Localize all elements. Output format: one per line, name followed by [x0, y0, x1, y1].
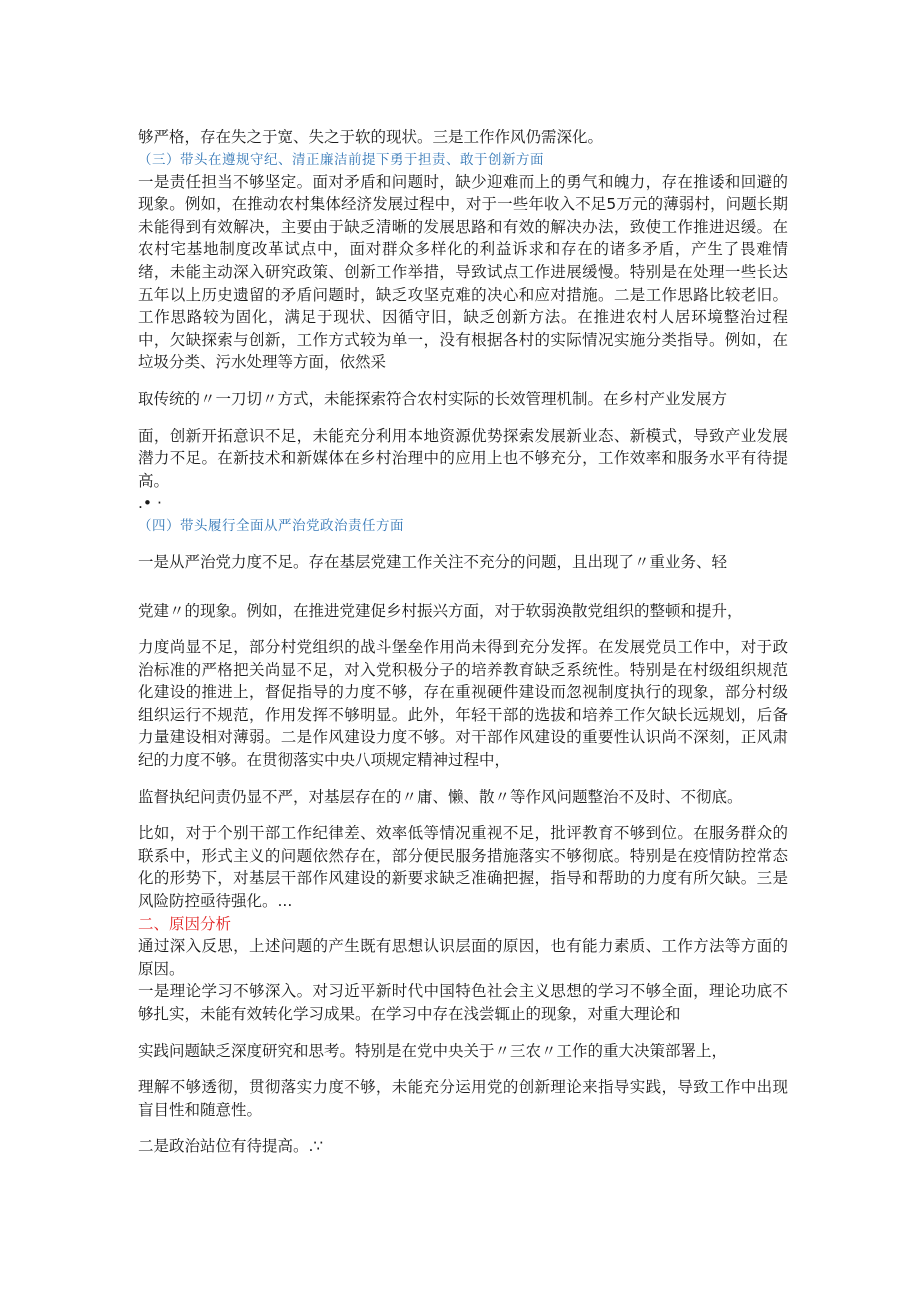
document-body [138, 126, 788, 1158]
text-line: .• · [138, 494, 162, 513]
text-line: 实践问题缺乏深度研究和思考。特别是在党中央关于〃三农〃工作的重大决策部署上， [138, 1041, 728, 1060]
paragraph: 理解不够透彻，贯彻落实力度不够，未能充分运用党的创新理论来指导实践，导致工作中出现盲目性和随意性。 [138, 1078, 788, 1119]
text-line: 监督执纪问责仍显不严，对基层存在的〃庸、懒、散〃等作风问题整治不及时、不彻底。 [138, 787, 743, 806]
paragraph: 面，创新开拓意识不足，未能充分利用本地资源优势探索发展新业态、新模式，导致产业发展潜力不足。在新技术和新媒体在乡村治理中的应用上也不够充分，工作效率和服务水平有待提高。 [138, 426, 788, 490]
text-line: 够严格，存在失之于宽、失之于软的现状。三是工作作风仍需深化。 [138, 128, 604, 146]
text-line: 取传统的〃一刀切〃方式，未能探索符合农村实际的长效管理机制。在乡村产业发展方 [138, 389, 728, 408]
text-line: 二是政治站位有待提高。.∵ [138, 1137, 324, 1156]
section-subheading-3: （三）带头在遵规守纪、清正廉洁前提下勇于担责、敢于创新方面 [138, 151, 544, 168]
paragraph: 一是理论学习不够深入。对习近平新时代中国特色社会主义思想的学习不够全面，理论功底不够扎实，未能有效转化学习成果。在学习中存在浅尝辄止的现象，对重大理论和 [138, 982, 788, 1023]
paragraph: 比如，对于个别干部工作纪律差、效率低等情况重视不足，批评教育不够到位。在服务群众的联系中，形式主义的问题依然存在，部分便民服务措施落实不够彻底。特别是在疫情防控常态化的形势下，对基层干部作风建设的新要求缺乏准确把握，指导和帮助的力度有所欠缺。三是风险防控亟待强化。... [138, 824, 788, 911]
section-subheading-4: （四）带头履行全面从严治党政治责任方面 [138, 517, 404, 534]
section-heading-cause-analysis: 二、原因分析 [138, 914, 232, 933]
paragraph: 力度尚显不足，部分村党组织的战斗堡垒作用尚未得到充分发挥。在发展党员工作中，对于政治标准的严格把关尚显不足，对入党积极分子的培养教育缺乏系统性。特别是在村级组织规范化建设的推进上，督促指导的力度不够，存在重视硬件建设而忽视制度执行的现象，部分村级组织运行不规范，作用发挥不够明显。此外，年轻干部的选拔和培养工作欠缺长远规划，后备力量建设相对薄弱。二是作风建设力度不够。对干部作风建设的重要性认识尚不深刻，正风肃纪的力度不够。在贯彻落实中央八项规定精神过程中， [138, 638, 788, 770]
paragraph: 一是责任担当不够坚定。面对矛盾和问题时，缺少迎难而上的勇气和魄力，存在推诿和回避的现象。例如，在推动农村集体经济发展过程中，对于一些年收入不足5万元的薄弱村，问题长期未能得到有效解决，主要由于缺乏清晰的发展思路和有效的解决办法，致使工作推进迟缓。在农村宅基地制度改革试点中，面对群众多样化的利益诉求和存在的诸多矛盾，产生了畏难情绪，未能主动深入研究政策、创新工作举措，导致试点工作进展缓慢。特别是在处理一些长达五年以上历史遗留的矛盾问题时，缺乏攻坚克难的决心和应对措施。二是工作思路比较老旧。工作思路较为固化，满足于现状、因循守旧，缺乏创新方法。在推进农村人居环境整治过程中，欠缺探索与创新，工作方式较为单一，没有根据各村的实际情况实施分类指导。例如，在垃圾分类、污水处理等方面，依然采 [138, 172, 788, 372]
text-line: 一是从严治党力度不足。存在基层党建工作关注不充分的问题，且出现了〃重业务、轻 [138, 552, 728, 571]
paragraph: 通过深入反思，上述问题的产生既有思想认识层面的原因，也有能力素质、工作方法等方面的原因。 [138, 937, 788, 978]
text-line: 党建〃的现象。例如，在推进党建促乡村振兴方面，对于软弱涣散党组织的整顿和提升， [138, 601, 743, 620]
